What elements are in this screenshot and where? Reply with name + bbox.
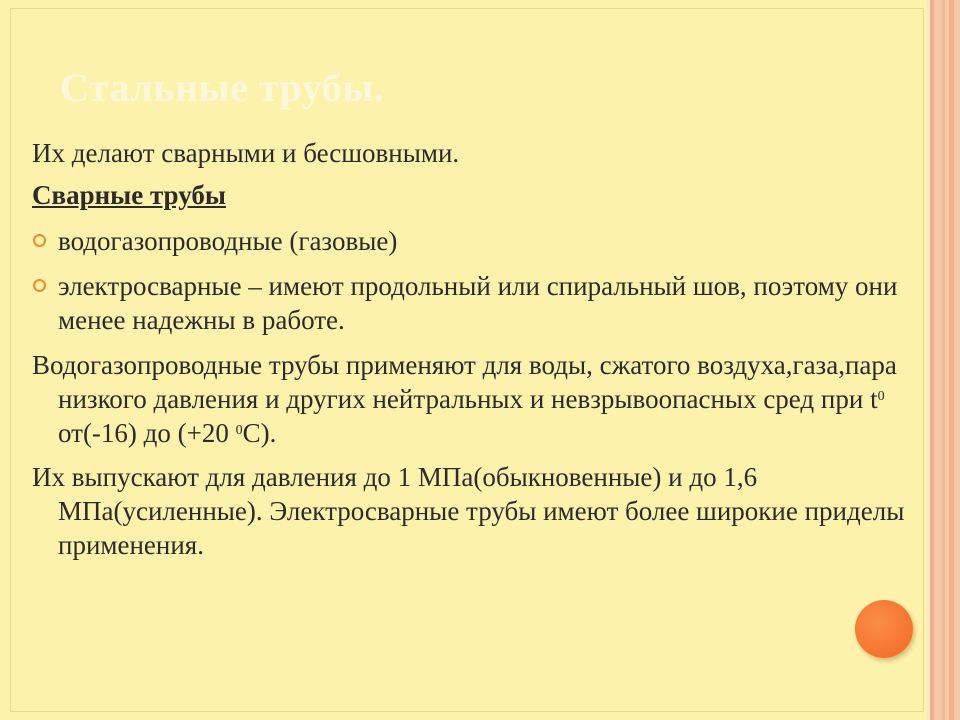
bullet-text: электросварные – имеют продольный или спиральный шов, поэтому они менее надежны в работе.	[58, 271, 898, 335]
slide-body	[32, 136, 912, 562]
degree-superscript: 0	[877, 389, 885, 404]
side-stripes	[927, 0, 960, 720]
paragraph-pressure: Их выпускают для давления до 1 МПа(обыкновенные) и до 1,6 МПа(усиленные). Электросварные трубы имеют более широкие приделы применения.	[32, 462, 905, 560]
subheading: Сварные трубы	[32, 180, 226, 210]
paragraph-usage	[32, 348, 912, 450]
side-stripe	[930, 0, 934, 720]
slide-title: Стальные трубы.	[60, 65, 385, 110]
bullet-item	[32, 269, 912, 337]
ring-bullet-icon	[33, 279, 46, 292]
intro-text: Их делают сварными и бесшовными.	[32, 138, 460, 168]
paragraph-text: С).	[242, 418, 277, 448]
side-stripe	[942, 0, 945, 720]
bullet-text: водогазопроводные (газовые)	[58, 226, 398, 256]
side-stripe-highlight	[927, 0, 930, 720]
degree-superscript: 0	[235, 423, 243, 438]
paragraph-text: Водогазопроводные трубы применяют для воды, сжатого воздуха,газа,пара низкого давления и других нейтральных и невзрывоопасных сред при t	[32, 350, 897, 414]
ring-bullet-icon	[33, 234, 46, 247]
paragraph-text: от(-16) до (+20	[58, 418, 236, 448]
bullet-item	[32, 224, 912, 258]
side-stripe	[949, 0, 954, 720]
orange-circle-decor	[855, 600, 913, 658]
